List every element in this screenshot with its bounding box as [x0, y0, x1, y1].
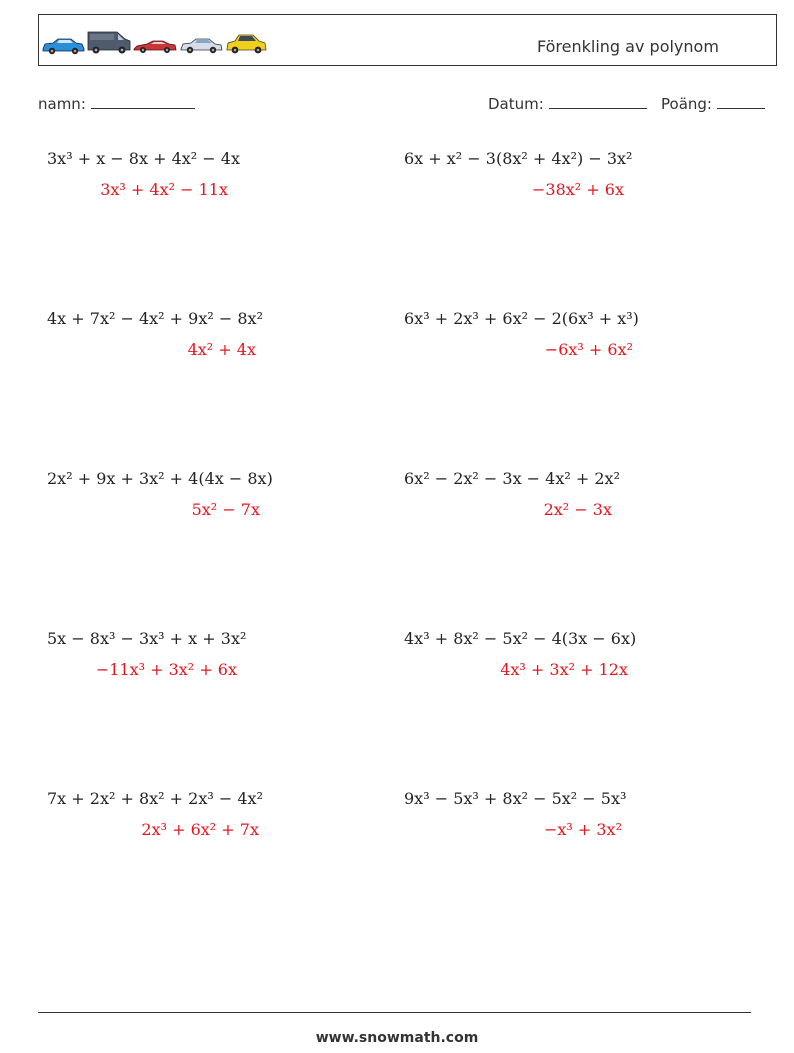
problem-question: 6x³ + 2x³ + 6x² − 2(6x³ + x³) [404, 309, 639, 328]
problem-answer: 2x² − 3x [543, 500, 612, 519]
problem-question: 7x + 2x² + 8x² + 2x³ − 4x² [47, 789, 263, 808]
problem-question: 9x³ − 5x³ + 8x² − 5x² − 5x³ [404, 789, 627, 808]
footer-divider [38, 1012, 751, 1013]
problem-answer: −x³ + 3x² [543, 820, 622, 839]
date-blank[interactable] [549, 94, 647, 109]
date-label: Datum: [488, 95, 544, 113]
blue-sedan-icon [41, 37, 85, 55]
problem-question: 4x³ + 8x² − 5x² − 4(3x − 6x) [404, 629, 637, 648]
problem-question: 4x + 7x² − 4x² + 9x² − 8x² [47, 309, 263, 328]
problem-answer: −38x² + 6x [532, 180, 624, 199]
problem-answer: 5x² − 7x [191, 500, 260, 519]
problem-question: 6x + x² − 3(8x² + 4x²) − 3x² [404, 149, 633, 168]
problem-answer: 2x³ + 6x² + 7x [141, 820, 259, 839]
grey-van-icon [87, 29, 131, 55]
yellow-compact-car-icon [225, 33, 267, 55]
name-field [38, 94, 195, 113]
problem-question: 6x² − 2x² − 3x − 4x² + 2x² [404, 469, 620, 488]
problem-answer: 3x³ + 4x² − 11x [100, 180, 228, 199]
car-icons [41, 27, 267, 55]
problem-answer: −11x³ + 3x² + 6x [95, 660, 237, 679]
score-label: Poäng: [661, 95, 712, 113]
name-label: namn: [38, 95, 86, 113]
page-title: Förenkling av polynom [537, 37, 719, 56]
name-blank[interactable] [91, 94, 195, 109]
footer-url[interactable]: www.snowmath.com [315, 1030, 479, 1046]
problem-answer: −6x³ + 6x² [544, 340, 633, 359]
problem-answer: 4x³ + 3x² + 12x [500, 660, 628, 679]
score-field [661, 94, 765, 113]
silver-hatchback-icon [179, 37, 223, 55]
problem-question: 2x² + 9x + 3x² + 4(4x − 8x) [47, 469, 273, 488]
score-blank[interactable] [717, 94, 765, 109]
date-field [488, 94, 647, 113]
problem-question: 3x³ + x − 8x + 4x² − 4x [47, 149, 240, 168]
problem-question: 5x − 8x³ − 3x³ + x + 3x² [47, 629, 247, 648]
header-box [38, 14, 777, 66]
problem-answer: 4x² + 4x [187, 340, 256, 359]
red-sports-car-icon [133, 39, 177, 55]
